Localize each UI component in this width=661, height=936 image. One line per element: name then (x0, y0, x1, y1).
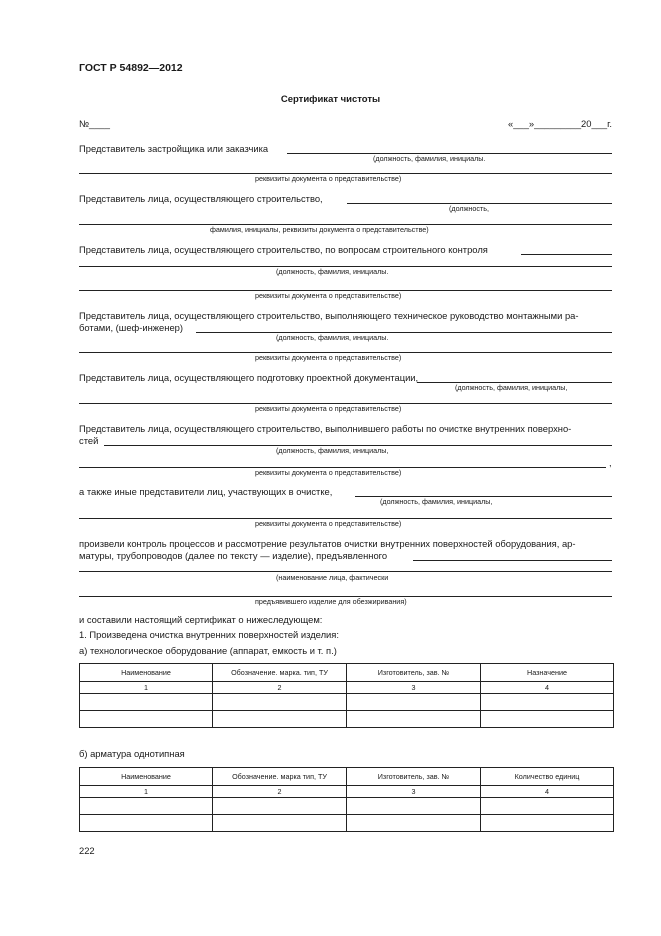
table-cell[interactable] (80, 798, 213, 815)
rep-chief-caption-2: реквизиты документа о представительстве) (255, 353, 402, 362)
table-cell[interactable] (213, 798, 347, 815)
col-number: 4 (481, 786, 614, 798)
certificate-number[interactable]: №____ (79, 118, 110, 129)
rep-others-caption-2: реквизиты документа о представительстве) (255, 519, 402, 528)
equipment-table (79, 663, 614, 728)
col-number: 1 (80, 786, 213, 798)
rep-builder-caption: (должность, (449, 204, 490, 213)
table-header-row (80, 768, 614, 786)
control-text-line1: произвели контроль процессов и рассмотрение результатов очистки внутренних поверхностей оборудования, ар- (79, 538, 576, 549)
col-number: 3 (347, 682, 481, 694)
table-cell[interactable] (80, 815, 213, 832)
rep-customer-caption: (должность, фамилия, инициалы. (373, 154, 486, 163)
rep-designer-caption: (должность, фамилия, инициалы, (455, 383, 568, 392)
table-cell[interactable] (347, 694, 481, 711)
table-row (80, 815, 614, 832)
rep-builder-label: Представитель лица, осуществляющего строительство, (79, 193, 323, 204)
rep-chief-field[interactable] (196, 332, 612, 333)
rep-cleaning-comma: , (609, 457, 612, 468)
rep-control-caption-2: реквизиты документа о представительстве) (255, 291, 402, 300)
certificate-date[interactable]: «___»_________20___г. (508, 118, 612, 129)
table-cell[interactable] (481, 798, 614, 815)
table-cell[interactable] (481, 711, 614, 728)
table-row (80, 798, 614, 815)
rep-control-field[interactable] (521, 254, 612, 255)
rep-chief-caption: (должность, фамилия, инициалы. (276, 333, 389, 342)
table-number-row (80, 786, 614, 798)
rep-customer-label: Представитель застройщика или заказчика (79, 143, 269, 154)
control-field[interactable] (413, 560, 612, 561)
rep-builder-caption-2: фамилия, инициалы, реквизиты документа о представительстве) (210, 225, 429, 234)
rep-chief-label-line1: Представитель лица, осуществляющего строительство, выполняющего техническое руководство монтажными ра- (79, 310, 579, 321)
rep-cleaning-label-line2: стей (79, 435, 99, 446)
table-row (80, 711, 614, 728)
rep-control-label: Представитель лица, осуществляющего строительство, по вопросам строительного контроля (79, 244, 488, 255)
statement-compose: и составили настоящий сертификат о нижеследующем: (79, 614, 323, 625)
col-header-designation: Обозначение. марка. тип, ТУ (213, 664, 347, 682)
table-cell[interactable] (213, 815, 347, 832)
col-header-quantity: Количество единиц (481, 768, 614, 786)
rep-cleaning-label-line1: Представитель лица, осуществляющего строительство, выполнившего работы по очистке внутренних поверхно- (79, 423, 572, 434)
rep-chief-label-line2: ботами, (шеф-инженер) (79, 322, 183, 333)
col-header-manufacturer: Изготовитель, зав. № (347, 664, 481, 682)
col-header-manufacturer: Изготовитель, зав. № (347, 768, 481, 786)
statement-equipment: а) технологическое оборудование (аппарат, емкость и т. п.) (79, 645, 337, 656)
table-cell[interactable] (347, 711, 481, 728)
col-header-name: Наименование (80, 664, 213, 682)
rep-customer-caption-2: реквизиты документа о представительстве) (255, 174, 402, 183)
rep-cleaning-caption-2: реквизиты документа о представительстве) (255, 468, 402, 477)
col-number: 2 (213, 786, 347, 798)
table-cell[interactable] (80, 694, 213, 711)
rep-others-label: а также иные представители лиц, участвующих в очистке, (79, 486, 333, 497)
col-number: 3 (347, 786, 481, 798)
rep-designer-label: Представитель лица, осуществляющего подготовку проектной документации, (79, 372, 419, 383)
col-number: 1 (80, 682, 213, 694)
rep-designer-caption-2: реквизиты документа о представительстве) (255, 404, 402, 413)
standard-header: ГОСТ Р 54892—2012 (79, 62, 183, 74)
control-caption-2: предъявившего изделие для обезжиривания) (255, 597, 407, 606)
control-caption: (наименование лица, фактически (276, 573, 389, 582)
table-cell[interactable] (481, 694, 614, 711)
col-number: 2 (213, 682, 347, 694)
rep-cleaning-caption: (должность, фамилия, инициалы, (276, 446, 389, 455)
statement-cleaning-done: 1. Произведена очистка внутренних поверхностей изделия: (79, 629, 339, 640)
col-header-name: Наименование (80, 768, 213, 786)
page-number: 222 (79, 845, 95, 856)
rep-others-caption: (должность, фамилия, инициалы, (380, 497, 493, 506)
rep-control-caption: (должность, фамилия, инициалы. (276, 267, 389, 276)
table-cell[interactable] (80, 711, 213, 728)
col-number: 4 (481, 682, 614, 694)
col-header-purpose: Назначение (481, 664, 614, 682)
page-title: Сертификат чистоты (280, 94, 381, 105)
table-cell[interactable] (347, 798, 481, 815)
table-cell[interactable] (347, 815, 481, 832)
table-cell[interactable] (213, 711, 347, 728)
table-cell[interactable] (481, 815, 614, 832)
table-row (80, 694, 614, 711)
table-header-row (80, 664, 614, 682)
control-text-line2: матуры, трубопроводов (далее по тексту — изделие), предъявленного (79, 550, 388, 561)
section-fittings-heading: б) арматура однотипная (79, 748, 185, 759)
col-header-designation: Обозначение. марка тип, ТУ (213, 768, 347, 786)
control-field-2[interactable] (79, 571, 612, 572)
table-cell[interactable] (213, 694, 347, 711)
fittings-table (79, 767, 614, 832)
table-number-row (80, 682, 614, 694)
